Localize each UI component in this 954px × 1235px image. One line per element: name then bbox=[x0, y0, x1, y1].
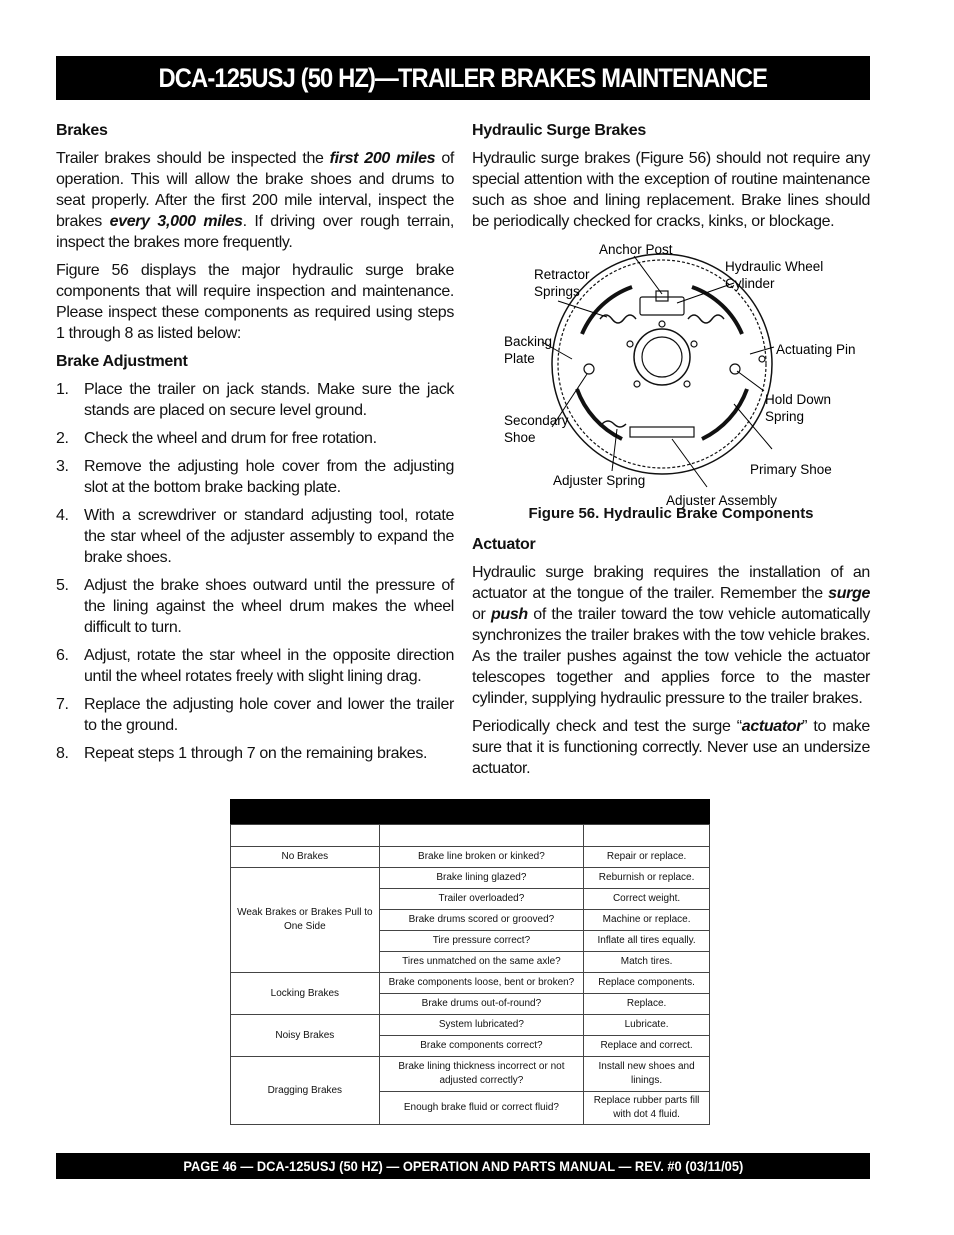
backing-plate-label: Backing Plate bbox=[504, 334, 553, 366]
anchor-post-label: Anchor Post bbox=[599, 242, 673, 257]
problem-cell: Dragging Brakes bbox=[231, 1057, 380, 1125]
brake-components-figure bbox=[472, 239, 870, 508]
step-text: Repeat steps 1 through 7 on the remaining brakes. bbox=[84, 745, 428, 762]
remedy-cell: Match tires. bbox=[584, 952, 710, 973]
cause-cell: Trailer overloaded? bbox=[379, 889, 584, 910]
secondary-shoe-label: Secondary Shoe bbox=[504, 413, 569, 445]
problem-cell: Locking Brakes bbox=[231, 973, 380, 1015]
step-number: 7. bbox=[56, 696, 69, 713]
page-title: DCA-125USJ (50 HZ)—TRAILER BRAKES MAINTENANCE bbox=[158, 62, 768, 93]
cause-cell: Brake line broken or kinked? bbox=[379, 847, 584, 868]
right-column bbox=[472, 120, 870, 786]
remedy-cell: Correct weight. bbox=[584, 889, 710, 910]
brakes-heading: Brakes bbox=[56, 122, 108, 139]
surge-brakes-heading: Hydraulic Surge Brakes bbox=[472, 122, 646, 139]
cause-cell: Brake lining thickness incorrect or not adjusted correctly? bbox=[379, 1057, 584, 1092]
problem-cell: Weak Brakes or Brakes Pull to One Side bbox=[231, 868, 380, 973]
adjustment-steps-list bbox=[56, 379, 454, 764]
hold-down-spring-label: Hold Down Spring bbox=[765, 392, 832, 424]
remedy-cell: Machine or replace. bbox=[584, 910, 710, 931]
step-number: 1. bbox=[56, 381, 69, 398]
cause-cell: Brake drums out-of-round? bbox=[379, 994, 584, 1015]
troubleshooting-grid bbox=[230, 824, 710, 1125]
step-number: 6. bbox=[56, 647, 69, 664]
step-text: Check the wheel and drum for free rotation. bbox=[84, 430, 377, 447]
remedy-cell: Replace. bbox=[584, 994, 710, 1015]
cause-cell: Brake components correct? bbox=[379, 1036, 584, 1057]
step-text: With a screwdriver or standard adjusting tool, rotate the star wheel of the adjuster assembly to expand the brake shoes. bbox=[84, 507, 454, 566]
adjuster-assembly-label: Adjuster Assembly bbox=[666, 493, 778, 508]
step-number: 2. bbox=[56, 430, 69, 447]
adjustment-step bbox=[56, 505, 454, 568]
adjustment-step bbox=[56, 575, 454, 638]
hydraulic-wheel-cylinder-label: Hydraulic Wheel Cylinder bbox=[725, 259, 824, 291]
step-text: Adjust the brake shoes outward until the pressure of the lining against the wheel drum makes the wheel difficult to turn. bbox=[84, 577, 454, 636]
remedy-cell: Replace rubber parts fill with dot 4 fluid. bbox=[584, 1092, 710, 1125]
footer-text: PAGE 46 — DCA-125USJ (50 HZ) — OPERATION AND PARTS MANUAL — REV. #0 (03/11/05) bbox=[183, 1158, 743, 1174]
remedy-cell: Install new shoes and linings. bbox=[584, 1057, 710, 1092]
remedy-cell: Repair or replace. bbox=[584, 847, 710, 868]
cause-cell: Enough brake fluid or correct fluid? bbox=[379, 1092, 584, 1125]
figure-caption: Figure 56. Hydraulic Brake Components bbox=[528, 505, 814, 522]
table-row bbox=[231, 973, 710, 994]
problem-cell: No Brakes bbox=[231, 847, 380, 868]
actuator-heading: Actuator bbox=[472, 536, 536, 553]
adjustment-step bbox=[56, 645, 454, 687]
adjustment-step bbox=[56, 694, 454, 736]
remedy-cell: Reburnish or replace. bbox=[584, 868, 710, 889]
troubleshooting-table bbox=[230, 799, 710, 1125]
cause-cell: Brake drums scored or grooved? bbox=[379, 910, 584, 931]
remedy-cell: Lubricate. bbox=[584, 1015, 710, 1036]
adjustment-step bbox=[56, 743, 454, 764]
brakes-paragraph-1: Trailer brakes should be inspected the first 200 miles of operation. This will allow the brake shoes and drums to seat properly. After the first 200 mile interval, inspect the brakes every 3,000 miles. If driving over rough terrain, inspect the brakes more frequently. bbox=[56, 150, 454, 251]
step-number: 5. bbox=[56, 577, 69, 594]
table-row bbox=[231, 868, 710, 889]
page-footer bbox=[56, 1153, 870, 1179]
brakes-paragraph-2: Figure 56 displays the major hydraulic surge brake components that will require inspection and maintenance. Please inspect these components as required using steps 1 through 8 as listed below: bbox=[56, 262, 454, 342]
problem-cell: Noisy Brakes bbox=[231, 1015, 380, 1057]
cause-cell: Brake components loose, bent or broken? bbox=[379, 973, 584, 994]
table-row bbox=[231, 1057, 710, 1092]
actuator-paragraph-2: Periodically check and test the surge “actuator” to make sure that it is functioning correctly. Never use an undersize actuator. bbox=[472, 718, 870, 777]
adjustment-step bbox=[56, 379, 454, 421]
actuator-paragraph-1: Hydraulic surge braking requires the installation of an actuator at the tongue of the trailer. Remember the surge or push of the trailer toward the tow vehicle automatically synchronizes the trailer brakes with the tow vehicle brakes. As the trailer pushes against the tow vehicle the actuator telescopes together and applies force to the master cylinder, supplying hydraulic pressure to the trailer brakes. bbox=[472, 564, 870, 707]
adjustment-step bbox=[56, 428, 454, 449]
surge-brakes-paragraph: Hydraulic surge brakes (Figure 56) should not require any special attention with the exception of routine maintenance such as shoe and lining replacement. Brake lines should be periodically checked for cracks, kinks, or blockage. bbox=[472, 150, 870, 230]
left-column bbox=[56, 120, 454, 771]
step-text: Adjust, rotate the star wheel in the opposite direction until the wheel rotates freely with slight lining drag. bbox=[84, 647, 454, 685]
actuating-pin-label: Actuating Pin bbox=[776, 342, 856, 357]
step-number: 3. bbox=[56, 458, 69, 475]
page-title-bar bbox=[56, 56, 870, 100]
step-text: Place the trailer on jack stands. Make sure the jack stands are placed on secure level ground. bbox=[84, 381, 454, 419]
primary-shoe-label: Primary Shoe bbox=[750, 462, 832, 477]
table-header-row bbox=[231, 825, 710, 847]
remedy-cell: Replace and correct. bbox=[584, 1036, 710, 1057]
adjustment-step bbox=[56, 456, 454, 498]
step-number: 8. bbox=[56, 745, 69, 762]
table-row bbox=[231, 847, 710, 868]
adjuster-spring-label: Adjuster Spring bbox=[553, 473, 646, 488]
retractor-springs-label: Retractor Springs bbox=[534, 267, 590, 299]
table-title-bar bbox=[230, 799, 710, 824]
step-text: Remove the adjusting hole cover from the adjusting slot at the bottom brake backing plate. bbox=[84, 458, 454, 496]
step-number: 4. bbox=[56, 507, 69, 524]
cause-cell: Tires unmatched on the same axle? bbox=[379, 952, 584, 973]
cause-cell: Brake lining glazed? bbox=[379, 868, 584, 889]
step-text: Replace the adjusting hole cover and lower the trailer to the ground. bbox=[84, 696, 454, 734]
remedy-cell: Inflate all tires equally. bbox=[584, 931, 710, 952]
remedy-cell: Replace components. bbox=[584, 973, 710, 994]
table-row bbox=[231, 1015, 710, 1036]
brake-adjustment-heading: Brake Adjustment bbox=[56, 353, 188, 370]
cause-cell: Tire pressure correct? bbox=[379, 931, 584, 952]
cause-cell: System lubricated? bbox=[379, 1015, 584, 1036]
